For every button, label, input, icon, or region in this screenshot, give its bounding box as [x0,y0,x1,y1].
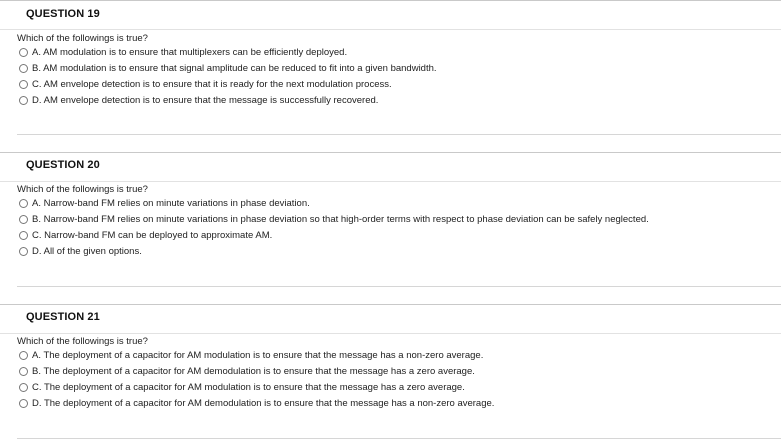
divider [17,286,781,287]
question-prompt: Which of the followings is true? [17,336,148,347]
divider [17,134,781,135]
option-label: D. The deployment of a capacitor for AM demodulation is to ensure that the message has a non-zero average. [32,397,495,409]
option-label: D. AM envelope detection is to ensure that the message is successfully recovered. [32,94,379,106]
radio-button-icon[interactable] [19,96,28,105]
answer-option-a[interactable] [19,348,483,362]
answer-option-d[interactable] [19,396,494,410]
question-prompt: Which of the followings is true? [17,184,148,195]
answer-option-b[interactable] [19,364,475,378]
answer-option-a[interactable] [19,196,310,210]
answer-option-d[interactable] [19,244,142,258]
answer-option-b[interactable] [19,212,649,226]
radio-button-icon[interactable] [19,199,28,208]
radio-button-icon[interactable] [19,383,28,392]
option-label: D. All of the given options. [32,245,142,257]
option-label: B. The deployment of a capacitor for AM demodulation is to ensure that the message has a zero average. [32,365,475,377]
radio-button-icon[interactable] [19,231,28,240]
radio-button-icon[interactable] [19,247,28,256]
radio-button-icon[interactable] [19,351,28,360]
answer-option-d[interactable] [19,93,378,107]
option-label: A. AM modulation is to ensure that multiplexers can be efficiently deployed. [32,46,348,58]
option-label: C. Narrow-band FM can be deployed to approximate AM. [32,229,273,241]
option-label: A. The deployment of a capacitor for AM modulation is to ensure that the message has a non-zero average. [32,349,484,361]
answer-option-c[interactable] [19,228,272,242]
answer-option-a[interactable] [19,45,347,59]
radio-button-icon[interactable] [19,367,28,376]
question-header [0,304,781,334]
answer-option-b[interactable] [19,61,437,75]
option-label: C. AM envelope detection is to ensure that it is ready for the next modulation process. [32,78,392,90]
radio-button-icon[interactable] [19,399,28,408]
question-title: QUESTION 21 [26,311,100,323]
answer-option-c[interactable] [19,77,392,91]
radio-button-icon[interactable] [19,48,28,57]
radio-button-icon[interactable] [19,80,28,89]
radio-button-icon[interactable] [19,215,28,224]
option-label: A. Narrow-band FM relies on minute variations in phase deviation. [32,197,310,209]
question-title: QUESTION 19 [26,8,100,20]
option-label: B. AM modulation is to ensure that signal amplitude can be reduced to fit into a given bandwidth. [32,62,437,74]
question-prompt: Which of the followings is true? [17,33,148,44]
question-title: QUESTION 20 [26,159,100,171]
divider [17,438,781,439]
radio-button-icon[interactable] [19,64,28,73]
question-header [0,152,781,182]
answer-option-c[interactable] [19,380,465,394]
option-label: C. The deployment of a capacitor for AM modulation is to ensure that the message has a zero average. [32,381,465,393]
question-header [0,0,781,30]
option-label: B. Narrow-band FM relies on minute variations in phase deviation so that high-order terms with respect to phase deviation can be safely neglected. [32,213,649,225]
